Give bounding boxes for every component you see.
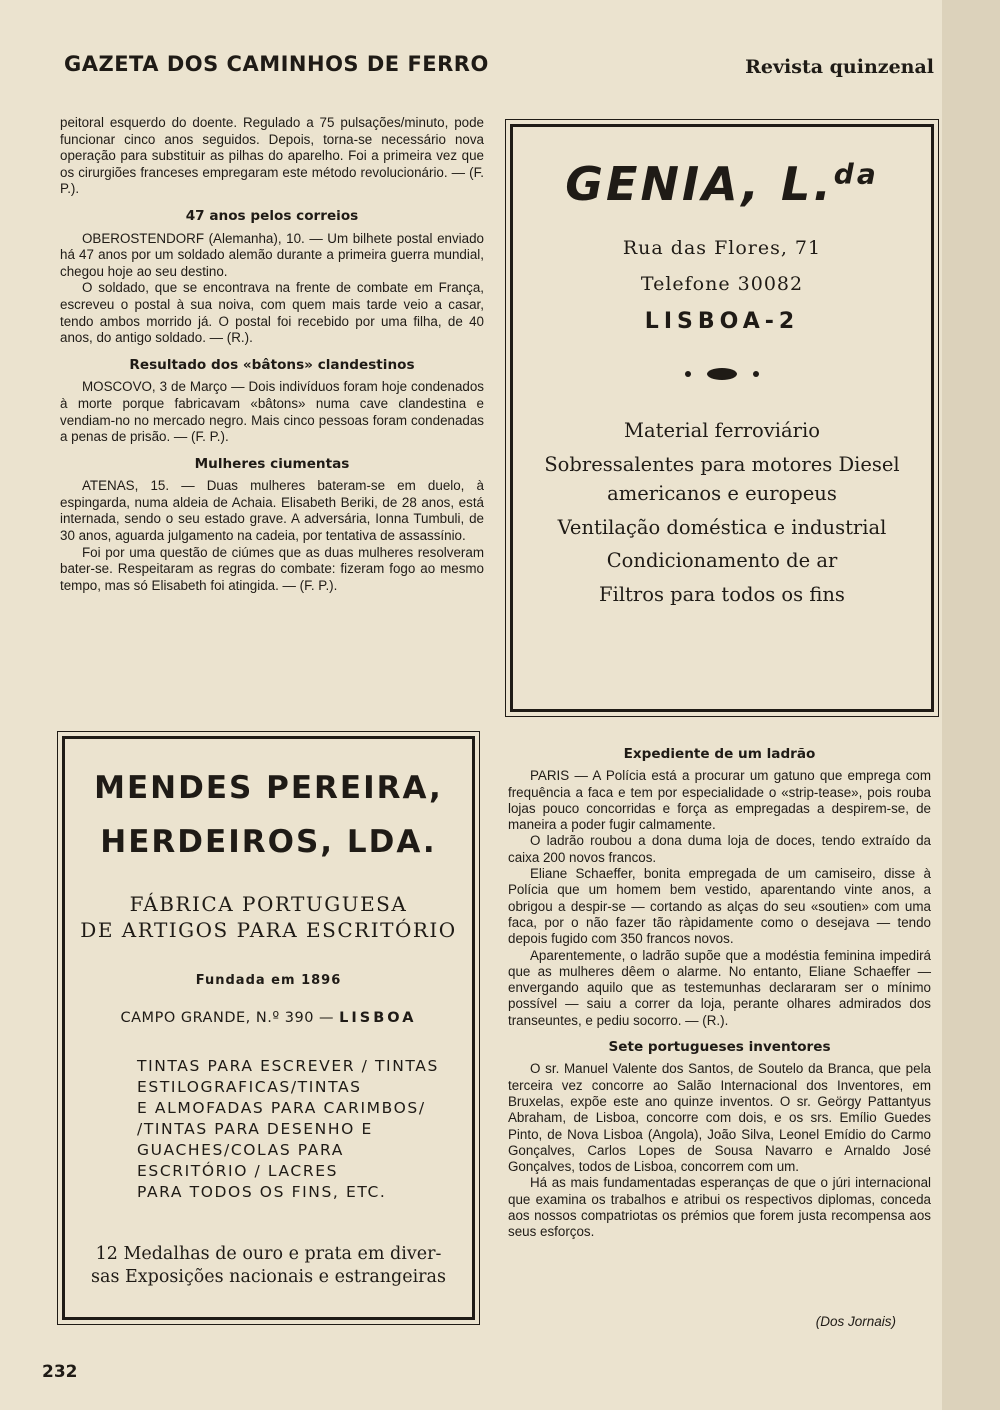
mendes-product-line: TINTAS PARA ESCREVER / TINTAS [137, 1057, 439, 1075]
article-title: Expediente de um ladrão [623, 746, 816, 762]
article-paragraph: Aparentemente, o ladrão supõe que a modéstia feminina impedirá que as mulheres dêem o alarme. No entanto, Eliane Schaeffer — envergando aquilo que as testemunhas declararam ser o mínimo possível — saiu a correr da loja, perante olhares admirados dos transeuntes, e pediu socorro. — (R.). [508, 947, 931, 1028]
genia-name-suffix: da [833, 157, 879, 191]
left-column [60, 115, 484, 594]
article-paragraph: O sr. Manuel Valente dos Santos, de Soutelo da Branca, que pela terceira vez concorre ao Salão Internacional dos Inventores, em Bruxelas, expõe este ano quinze inventos. O sr. Geörgy Pattantyus Abraham, de Lisboa, concorre com dois, e os srs. Emílio Guedes Pinto, de Nova Lisboa (Angola), João Silva, Leonel Emídio do Carmo Gonçalves, Carlos Lopes de Sousa Navarro e Arnaldo José Gonçalves, todos de Lisboa, concorrem com um. [508, 1061, 931, 1175]
mendes-founded: Fundada em 1896 [195, 973, 342, 988]
mendes-name-line: MENDES PEREIRA, [94, 770, 443, 806]
article-paragraph: Eliane Schaeffer, bonita empregada de um camiseiro, disse à Polícia que um homem bem vestido, aparentando vinte anos, a obrigou a despir-se — cortando as alças do seu «soutien» com uma faca, por o não fazer tão ràpidamente como o desejava — tendo depois fugido com 350 francos novos. [508, 866, 931, 947]
journal-type: Revista quinzenal [745, 56, 934, 78]
genia-product: Condicionamento de ar [606, 549, 838, 572]
mendes-address: CAMPO GRANDE, N.º 390 — LISBOA [120, 1010, 417, 1026]
article-title: Sete portugueses inventores [608, 1039, 831, 1056]
genia-product: Material ferroviário [624, 419, 820, 442]
genia-advertisement [510, 124, 934, 712]
genia-product: Filtros para todos os fins [599, 582, 845, 606]
genia-product: americanos e europeus [607, 482, 837, 505]
page-number: 232 [42, 1362, 78, 1382]
article-paragraph: Há as mais fundamentadas esperanças de que o júri internacional que examina os trabalhos e atribui os respectivos diplomas, conceda aos nossos compatriotas os prémios que forem justa recompensa aos seus esforços. [508, 1175, 931, 1240]
article-paragraph: O soldado, que se encontrava na frente de combate em França, escreveu o postal à sua noiva, com quem mais tarde veio a casar, tendo ambos morrido já. O postal foi recebido por uma filha, de 40 anos, do antigo soldado. — (R.). [60, 280, 484, 346]
mendes-name-line: HERDEIROS, LDA. [100, 824, 437, 860]
article-title: 47 anos pelos correios [185, 207, 359, 224]
mendes-product-line: ESCRITÓRIO / LACRES [137, 1162, 339, 1180]
genia-product: Ventilação doméstica e industrial [557, 515, 887, 539]
mendes-product-line: /TINTAS PARA DESENHO E [137, 1120, 373, 1138]
mendes-pereira-advertisement [62, 736, 475, 1320]
page-edge [942, 0, 1000, 1410]
genia-products [513, 414, 931, 611]
mendes-products [65, 1056, 472, 1203]
mendes-product-line: E ALMOFADAS PARA CARIMBOS/ [137, 1099, 426, 1117]
genia-company-name: GENIA, L.$^{da}$ [565, 157, 879, 211]
article-paragraph: O ladrão roubou a dona duma loja de doces, tendo extraído da caixa 200 novos francos. [508, 833, 931, 865]
mendes-medals [65, 1243, 472, 1289]
mendes-medals-line: 12 Medalhas de ouro e prata em diver- [95, 1244, 442, 1264]
article-title: Mulheres ciumentas [194, 455, 350, 472]
article-continuation: peitoral esquerdo do doente. Regulado a 75 pulsações/minuto, pode funcionar cinco anos seguidos. Depois, torna-se necessário nova operação para substituir as pilhas do aparelho. Foi a primeira vez que os cirurgiões franceses empregaram este método revolucionário. — (F. P.). [60, 115, 484, 197]
genia-product: Sobressalentes para motores Diesel [544, 452, 900, 476]
article-paragraph: ATENAS, 15. — Duas mulheres bateram-se em duelo, à espingarda, numa aldeia de Achaia. Elisabeth Beriki, de 28 anos, está internada, sendo o seu estado grave. A adversária, Ionna Tumbuli, de 30 anos, aguarda julgamento na cadeia, por tentativa de assassínio. [60, 478, 484, 544]
genia-city: LISBOA-2 [644, 309, 800, 334]
mendes-product-line: PARA TODOS OS FINS, ETC. [137, 1183, 387, 1201]
journal-title: GAZETA DOS CAMINHOS DE FERRO [64, 52, 489, 76]
article-paragraph: OBEROSTENDORF (Alemanha), 10. — Um bilhete postal enviado há 47 anos por um soldado alemão durante a primeira guerra mundial, chegou hoje ao seu destino. [60, 230, 484, 279]
article-paragraph: Foi por uma questão de ciúmes que as duas mulheres resolveram bater-se. Respeitaram as regras do combate: fizeram fogo ao mesmo tempo, mas só Elisabeth foi atingida. — (F. P.). [60, 544, 484, 593]
article-title: Resultado dos «bâtons» clandestinos [129, 356, 415, 373]
genia-phone: Telefone 30082 [640, 273, 804, 295]
mendes-medals-line: sas Exposições nacionais e estrangeiras [91, 1267, 446, 1287]
mendes-subtitle: FÁBRICA PORTUGUESA [129, 892, 408, 916]
article-paragraph: MOSCOVO, 3 de Março — Dois indivíduos foram hoje condenados à morte porque fabricavam «bâtons» numa cave clandestina e vendiam-no no mercado negro. Mais cinco pessoas foram condenadas a penas de prisão. — (F. P.). [60, 379, 484, 445]
article-paragraph: PARIS — A Polícia está a procurar um gatuno que emprega com frequência a faca e tem por especialidade o «strip-tease», pois rouba lojas pouco concorridas e força as empregadas a despirem-se, de maneira a poder fugir calmamente. [508, 768, 931, 833]
mendes-subtitle: DE ARTIGOS PARA ESCRITÓRIO [80, 918, 457, 942]
genia-street: Rua das Flores, 71 [622, 237, 822, 259]
mendes-product-line: GUACHES/COLAS PARA [137, 1141, 344, 1159]
mendes-product-line: ESTILOGRAFICAS/TINTAS [137, 1078, 362, 1096]
source-signature: (Dos Jornais) [815, 1314, 896, 1329]
right-column [508, 746, 931, 1241]
ornament-icon [677, 366, 767, 380]
